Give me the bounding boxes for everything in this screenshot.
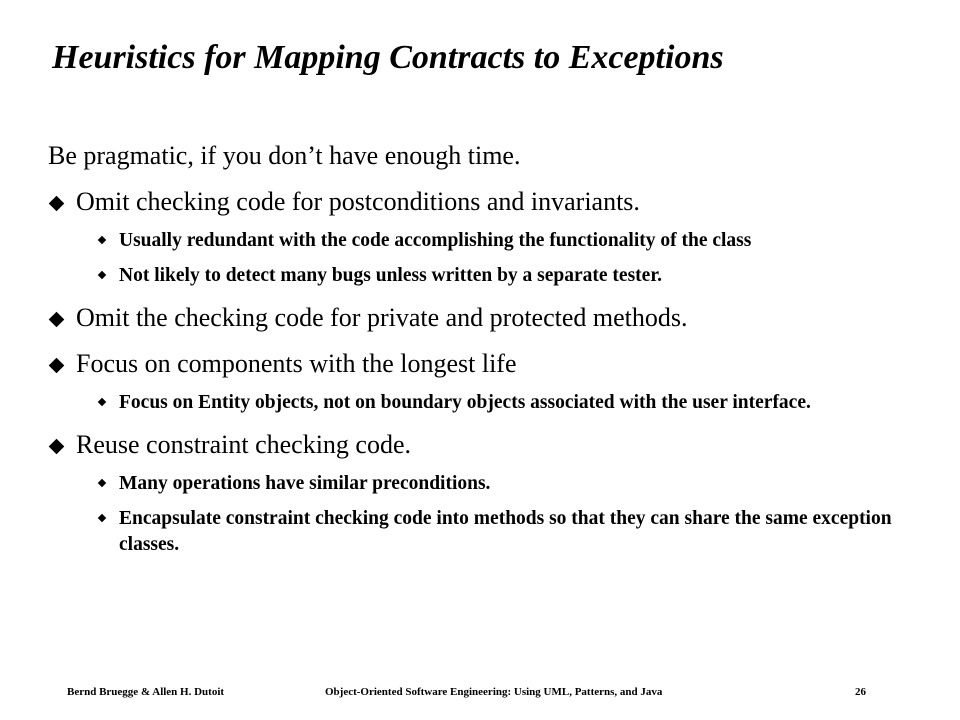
sub-bullet-item (48, 263, 918, 289)
sub-bullet-text: Usually redundant with the code accomplishing the functionality of the class (119, 230, 752, 251)
bullet-item (48, 348, 918, 380)
sub-bullet-text: Focus on Entity objects, not on boundary objects associated with the user interface. (119, 392, 811, 413)
slide-content (48, 140, 918, 571)
bullet-text: Omit the checking code for private and protected methods. (76, 303, 688, 332)
small-diamond-bullet-icon (98, 271, 106, 279)
sub-bullet-item (48, 471, 918, 497)
diamond-bullet-icon (49, 196, 65, 212)
page-number: 26 (855, 686, 866, 698)
bullet-item (48, 302, 918, 334)
small-diamond-bullet-icon (98, 236, 106, 244)
footer-book-title: Object-Oriented Software Engineering: Using UML, Patterns, and Java (325, 686, 663, 698)
bullet-item (48, 186, 918, 218)
sub-bullet-text: Not likely to detect many bugs unless written by a separate tester. (119, 265, 663, 286)
small-diamond-bullet-icon (98, 398, 106, 406)
sub-bullet-text: Many operations have similar preconditions. (119, 473, 491, 494)
diamond-bullet-icon (49, 312, 65, 328)
diamond-bullet-icon (49, 358, 65, 374)
sub-bullet-item (48, 390, 918, 416)
small-diamond-bullet-icon (98, 514, 106, 522)
small-diamond-bullet-icon (98, 479, 106, 487)
bullet-text: Reuse constraint checking code. (76, 430, 411, 459)
footer-authors: Bernd Bruegge & Allen H. Dutoit (67, 686, 225, 698)
bullet-item (48, 429, 918, 461)
sub-bullet-text: Encapsulate constraint checking code into methods so that they can share the same exception classes. (119, 508, 892, 555)
bullet-text: Omit checking code for postconditions and invariants. (76, 187, 640, 216)
sub-bullet-item (48, 506, 918, 558)
diamond-bullet-icon (49, 439, 65, 455)
intro-text: Be pragmatic, if you don’t have enough time. (48, 141, 521, 170)
slide-title: Heuristics for Mapping Contracts to Exceptions (52, 39, 724, 76)
bullet-text: Focus on components with the longest life (76, 349, 517, 378)
sub-bullet-item (48, 228, 918, 254)
